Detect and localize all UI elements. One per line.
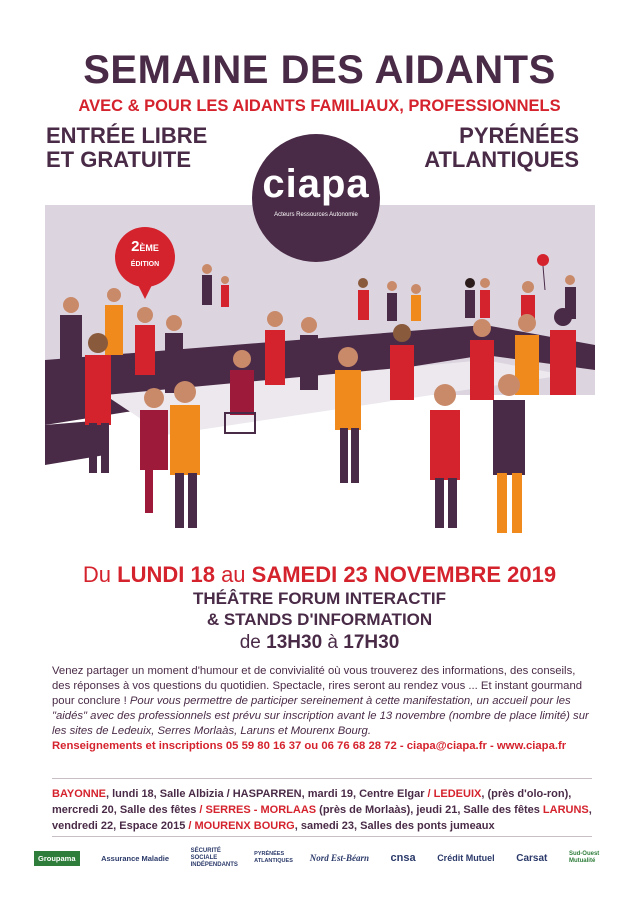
partner-groupama-label: Groupama [34,851,80,866]
venue-city-ledeuix: / LEDEUIX [427,788,482,800]
venues-list [52,786,592,834]
partner-cm-label: Crédit Mutuel [437,853,495,863]
venue-detail-3: , (près d'olo-ron), mercredi 20, Salle des fêtes [52,788,572,816]
partner-securite-sociale [190,847,238,869]
dates-end: SAMEDI 23 NOVEMBRE 2019 [251,562,557,587]
hours-de: de [239,632,267,653]
hours-a: à [322,632,344,653]
partner-cnsa-label: cnsa [390,852,416,864]
ciapa-tag-left: Acteurs Ressources [274,212,328,218]
partner-groupama [34,851,80,866]
dates-du: Du [82,562,118,587]
region-line-2: ATLANTIQUES [424,147,579,172]
venue-city-mourenx: / MOURENX BOURG [188,820,295,832]
venue-city-hasparren: / HASPARREN [226,788,302,800]
venue-detail-4: (près de Morlaàs), jeudi 21, Salle des fêtes [316,804,543,816]
poster-title: SEMAINE DES AIDANTS [83,48,556,92]
region-line-1: PYRÉNÉES [459,123,579,148]
venue-detail-2: , mardi 19, Centre Elgar [301,788,428,800]
hours-end: 17H30 [343,632,400,653]
partner-assurance-maladie [101,854,169,863]
ciapa-logo-name: ciapa [262,162,370,206]
partner-credit-mutuel [437,853,495,863]
venue-city-bayonne: BAYONNE [52,788,106,800]
divider-top [52,778,592,779]
description-italic-a: Pour vous permettre de participer sereinement à cette manifestation, un accueil pour les "aidés" avec des professionnels est prévu sur inscription avant le 13 novembre (nombre de place limité) [52,695,571,722]
partner-pa-label: PYRÉNÉES ATLANTIQUES [254,851,293,864]
divider-bottom [52,836,592,837]
dates-au: au [214,562,252,587]
event-line-1: THÉÂTRE FORUM INTERACTIF [192,589,447,608]
ciapa-logo-tagline [252,212,380,218]
partner-mutualite-label: Sud-Ouest Mutualité [568,851,600,864]
venue-city-laruns: LARUNS [542,804,589,816]
hours-start: 13H30 [266,632,323,653]
venue-detail-6: , samedi 23, Salles des ponts jumeaux [294,820,495,832]
event-line-2: & STANDS D'INFORMATION [206,610,433,629]
partner-departement [254,851,293,865]
event-hours [0,631,639,655]
region-info [424,124,579,172]
partner-mutualite [569,851,609,865]
edition-badge-text [115,240,175,272]
edition-word: ÉDITION [130,261,160,268]
partner-cnsa [391,852,416,864]
partner-ssi-label: SÉCURITÉ SOCIALE INDÉPENDANTS [190,847,238,868]
venue-detail-5: , vendredi 22, Espace 2015 [52,804,592,832]
entry-line-2: ET GRATUITE [46,147,192,172]
description-italic-b: sur les sites de Ledeuix, Serres Morlaàs, Laruns et Mourenx Bourg. [52,710,589,737]
edition-number: 2 [131,238,140,255]
venue-city-serres: / SERRES - MORLAAS [199,804,317,816]
poster-subtitle: AVEC & POUR LES AIDANTS FAMILIAUX, PROFESSIONNELS [78,97,561,115]
partner-carsat [516,853,547,864]
contact-info: Renseignements et inscriptions 05 59 80 16 37 ou 06 76 68 28 72 - ciapa@ciapa.fr - www.ciapa.fr [52,740,567,752]
entry-line-1: ENTRÉE LIBRE [46,123,208,148]
description [52,664,592,754]
partner-neb-label: Nord Est-Béarn [309,853,369,863]
event-program [0,588,639,630]
edition-suffix: ÈME [139,243,159,253]
venue-detail-1: , lundi 18, Salle Albizia [106,788,227,800]
partner-logos [34,842,609,874]
description-text: Venez partager un moment d'humour et de convivialité où vous trouverez des informations, des conseils, des réponses à vos questions du quotidien. Spectacle, rires seront au rendez vous ... Et instant gourmand pour conclure ! [52,665,583,707]
partner-carsat-label: Carsat [516,852,548,864]
entry-info [46,124,207,172]
partner-nord-est-bearn [310,853,369,863]
ciapa-tag-right: Autonomie [329,212,358,218]
dates-start: LUNDI 18 [117,562,215,587]
event-dates [0,562,639,588]
partner-assurance-label: Assurance Maladie [101,853,170,863]
